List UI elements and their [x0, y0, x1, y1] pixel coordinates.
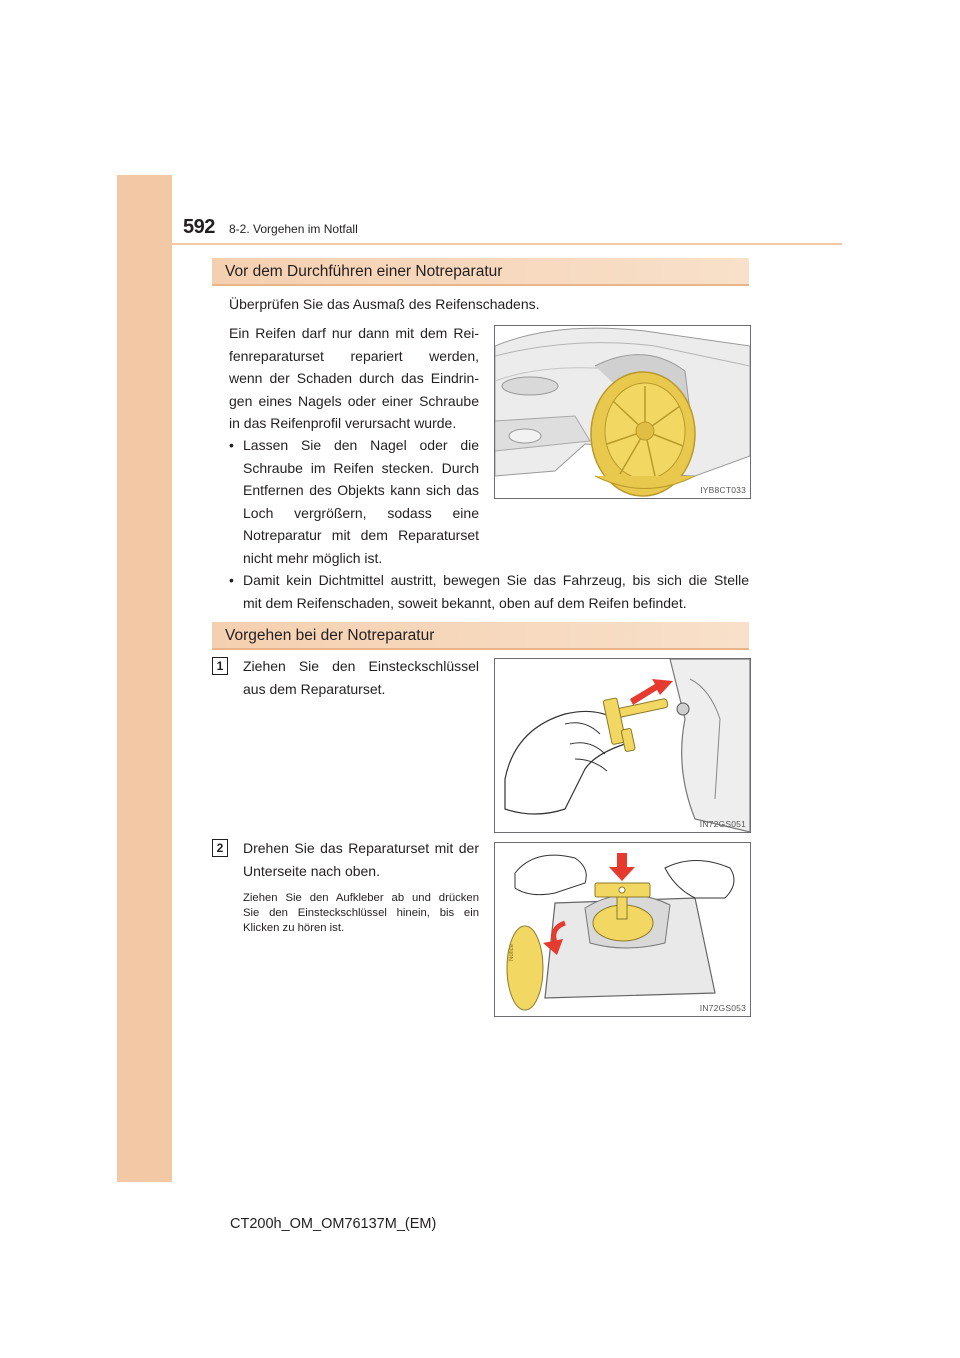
bullet-dot: •: [229, 437, 234, 453]
document-code: CT200h_OM_OM76137M_(EM): [230, 1216, 437, 1232]
para-line: gen eines Nagels oder einer Schraube: [229, 393, 479, 409]
para-line: fenreparaturset repariert werden,: [229, 348, 479, 364]
bullet-line: Entfernen des Objekts kann sich das: [243, 482, 479, 498]
section-heading-repair-procedure: [212, 622, 749, 650]
step-1-line: Ziehen Sie den Einsteckschlüssel: [243, 658, 479, 674]
figure-code: IN72GS053: [699, 1003, 746, 1013]
figure-insert-key: [494, 842, 751, 1017]
car-illustration: [495, 326, 750, 498]
bullet-dot: •: [229, 572, 234, 588]
step-2-note-line: Sie den Einsteckschlüssel hinein, bis ein: [243, 907, 479, 919]
key-insert-illustration: [495, 843, 750, 1016]
bullet-line: Loch vergrößern, sodass eine: [243, 505, 479, 521]
step-2-line: Unterseite nach oben.: [243, 863, 380, 879]
bullet-line: Notreparatur mit dem Reparaturset: [243, 527, 479, 543]
chapter-title: 8-2. Vorgehen im Notfall: [229, 222, 358, 236]
figure-flat-tire: [494, 325, 751, 499]
key-removal-illustration: [495, 659, 750, 832]
para-line: wenn der Schaden durch das Eindrin-: [229, 370, 479, 386]
section-heading-before-repair: [212, 258, 749, 286]
header-rule: [172, 243, 842, 245]
figure-pull-key: [494, 658, 751, 833]
section-heading-text: Vorgehen bei der Notreparatur: [225, 627, 435, 644]
step-2-note-line: Ziehen Sie den Aufkleber ab und drücken: [243, 892, 479, 904]
para-line: Ein Reifen darf nur dann mit dem Rei-: [229, 325, 479, 341]
figure-code: IN72GS051: [699, 819, 746, 829]
step-2-line: Drehen Sie das Reparaturset mit der: [243, 840, 479, 856]
section-heading-text: Vor dem Durchführen einer Notreparatur: [225, 263, 503, 280]
bullet-line: Schraube im Reifen stecken. Durch: [243, 460, 479, 476]
figure-code: IYB8CT033: [700, 485, 746, 495]
chapter-sidebar-band: [117, 175, 172, 1182]
step-number-1: 1: [212, 657, 228, 675]
step-2-note-line: Klicken zu hören ist.: [243, 922, 345, 934]
section-heading-underline: [212, 648, 749, 650]
page-number: 592: [183, 216, 215, 238]
bullet-line: Damit kein Dichtmittel austritt, bewegen Sie das Fahrzeug, bis sich die Stelle: [243, 572, 749, 588]
bullet-line: Lassen Sie den Nagel oder die: [243, 437, 479, 453]
bullet-line: mit dem Reifenschaden, soweit bekannt, oben auf dem Reifen befindet.: [243, 595, 687, 611]
sticker-label: Notice: [509, 943, 515, 961]
intro-text: Überprüfen Sie das Ausmaß des Reifenschadens.: [229, 296, 540, 312]
bullet-line: nicht mehr möglich ist.: [243, 550, 383, 566]
step-number-2: 2: [212, 839, 228, 857]
para-line: in das Reifenprofil verursacht wurde.: [229, 415, 457, 431]
section-heading-underline: [212, 284, 749, 286]
step-1-line: aus dem Reparaturset.: [243, 681, 386, 697]
